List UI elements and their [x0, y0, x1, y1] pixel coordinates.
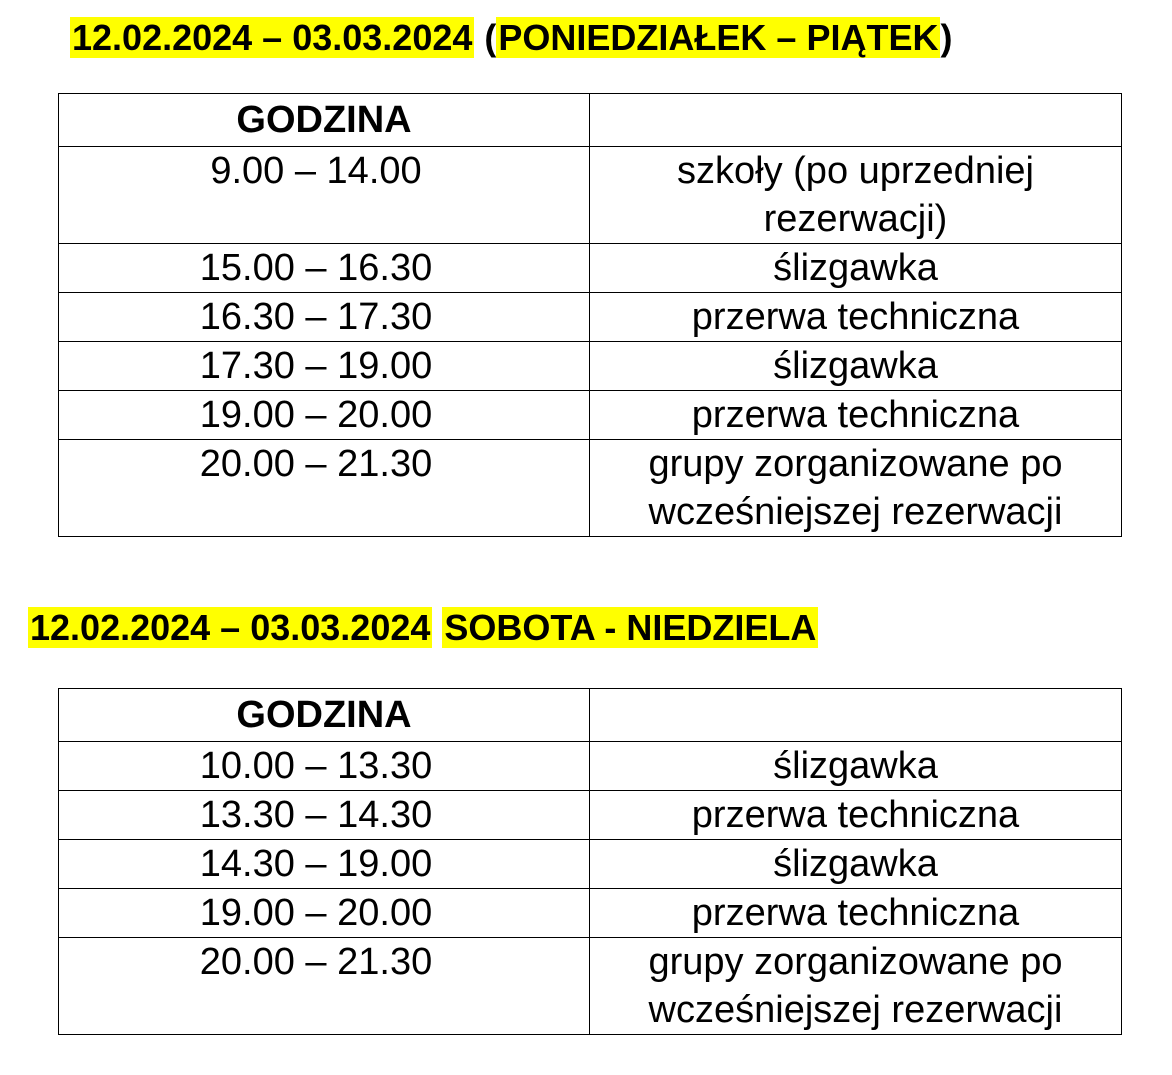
row-activity: ślizgawka — [590, 742, 1122, 791]
table-row — [59, 244, 1122, 293]
table-row — [59, 840, 1122, 889]
weekday-days: PONIEDZIAŁEK – PIĄTEK — [498, 17, 939, 58]
row-hours: 20.00 – 21.30 — [59, 440, 590, 537]
row-hours: 14.30 – 19.00 — [59, 840, 590, 889]
row-hours: 9.00 – 14.00 — [59, 147, 590, 244]
row-activity: przerwa techniczna — [590, 889, 1122, 938]
row-activity: przerwa techniczna — [590, 391, 1122, 440]
table-header-row — [59, 689, 1122, 742]
weekend-days: SOBOTA - NIEDZIELA — [444, 607, 817, 648]
table-header-row — [59, 94, 1122, 147]
row-hours: 15.00 – 16.30 — [59, 244, 590, 293]
table-row — [59, 889, 1122, 938]
table-row — [59, 791, 1122, 840]
row-activity: przerwa techniczna — [590, 293, 1122, 342]
row-hours: 16.30 – 17.30 — [59, 293, 590, 342]
table-row — [59, 938, 1122, 1035]
table-row — [59, 742, 1122, 791]
column-header-activity — [590, 94, 1122, 147]
weekend-heading — [28, 606, 818, 650]
row-hours: 13.30 – 14.30 — [59, 791, 590, 840]
row-activity: grupy zorganizowane po wcześniejszej rezerwacji — [590, 440, 1122, 537]
table-row — [59, 391, 1122, 440]
row-hours: 17.30 – 19.00 — [59, 342, 590, 391]
weekday-dates: 12.02.2024 – 03.03.2024 — [72, 17, 473, 58]
weekend-dates: 12.02.2024 – 03.03.2024 — [30, 607, 431, 648]
row-activity: ślizgawka — [590, 840, 1122, 889]
column-header-hours: GODZINA — [59, 689, 590, 742]
row-activity: przerwa techniczna — [590, 791, 1122, 840]
row-activity: ślizgawka — [590, 244, 1122, 293]
row-activity: szkoły (po uprzedniej rezerwacji) — [590, 147, 1122, 244]
weekend-schedule-table — [58, 688, 1122, 1035]
column-header-activity — [590, 689, 1122, 742]
row-hours: 19.00 – 20.00 — [59, 391, 590, 440]
column-header-hours: GODZINA — [59, 94, 590, 147]
table-row — [59, 440, 1122, 537]
row-hours: 10.00 – 13.30 — [59, 742, 590, 791]
weekday-schedule-table — [58, 93, 1122, 537]
row-activity: grupy zorganizowane po wcześniejszej rezerwacji — [590, 938, 1122, 1035]
table-row — [59, 147, 1122, 244]
weekday-heading — [70, 16, 952, 60]
table-row — [59, 342, 1122, 391]
weekday-open-paren: ( — [484, 17, 497, 58]
row-hours: 19.00 – 20.00 — [59, 889, 590, 938]
row-activity: ślizgawka — [590, 342, 1122, 391]
weekday-close-paren: ) — [940, 17, 953, 58]
row-hours: 20.00 – 21.30 — [59, 938, 590, 1035]
table-row — [59, 293, 1122, 342]
